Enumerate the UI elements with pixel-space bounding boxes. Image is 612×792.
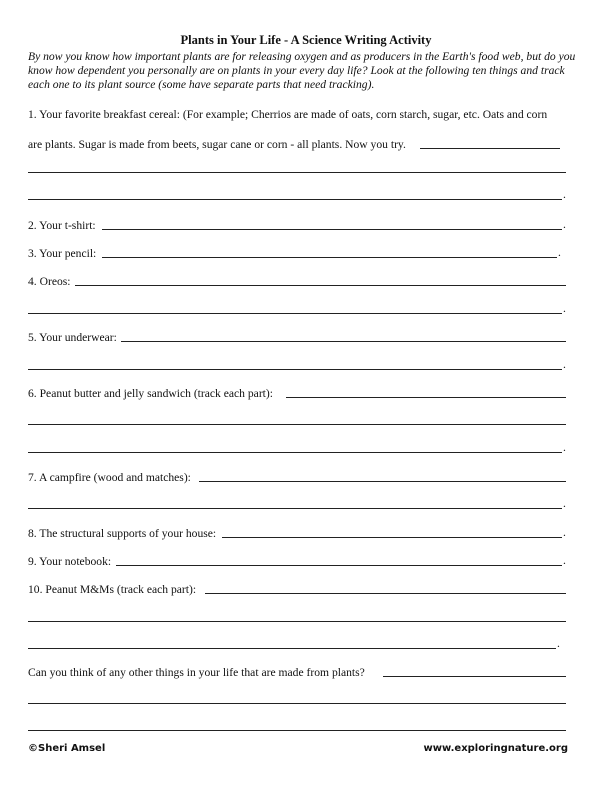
- answer-line-10b[interactable]: [28, 621, 566, 622]
- question-8: 8. The structural supports of your house:: [28, 527, 217, 540]
- period-mark: .: [558, 246, 561, 259]
- question-7: 7. A campfire (wood and matches):: [28, 471, 191, 484]
- period-mark: .: [563, 441, 566, 454]
- intro-paragraph: By now you know how important plants are for releasing oxygen and as producers in the Earth's food web, but do you know how dependent you personally are on plants in your every day life? Look at the following ten things and track each one to its plant source (some have separate parts that need tracking).: [28, 50, 576, 91]
- question-1-line-1: 1. Your favorite breakfast cereal: (For example; Cherrios are made of oats, corn starch, sugar, etc. Oats and corn: [28, 108, 548, 121]
- period-mark: .: [563, 526, 566, 539]
- period-mark: .: [557, 637, 560, 650]
- answer-line-6c[interactable]: [28, 452, 562, 453]
- answer-line-8[interactable]: [222, 537, 562, 538]
- question-5: 5. Your underwear:: [28, 331, 117, 344]
- answer-line-5a[interactable]: [121, 341, 566, 342]
- answer-line-10a[interactable]: [205, 593, 566, 594]
- answer-line-7a[interactable]: [199, 481, 566, 482]
- period-mark: .: [563, 554, 566, 567]
- period-mark: .: [563, 302, 566, 315]
- footer-author: ©Sheri Amsel: [28, 743, 106, 754]
- answer-line-6a[interactable]: [286, 397, 566, 398]
- answer-line-10c[interactable]: [28, 648, 556, 649]
- answer-line-6b[interactable]: [28, 424, 566, 425]
- answer-line-1a[interactable]: [420, 148, 560, 149]
- answer-line-11a[interactable]: [383, 676, 566, 677]
- answer-line-4b[interactable]: [28, 313, 562, 314]
- answer-line-5b[interactable]: [28, 369, 562, 370]
- answer-line-11c[interactable]: [28, 730, 566, 731]
- answer-line-1b[interactable]: [28, 172, 566, 173]
- answer-line-4a[interactable]: [75, 285, 566, 286]
- question-6: 6. Peanut butter and jelly sandwich (track each part):: [28, 387, 273, 400]
- answer-line-1c[interactable]: [28, 199, 562, 200]
- question-10: 10. Peanut M&Ms (track each part):: [28, 583, 197, 596]
- period-mark: .: [563, 218, 566, 231]
- page-title: Plants in Your Life - A Science Writing Activity: [180, 33, 432, 47]
- period-mark: .: [563, 497, 566, 510]
- answer-line-7b[interactable]: [28, 508, 562, 509]
- answer-line-11b[interactable]: [28, 703, 566, 704]
- question-4: 4. Oreos:: [28, 275, 71, 288]
- period-mark: .: [563, 188, 566, 201]
- answer-line-2[interactable]: [102, 229, 562, 230]
- question-9: 9. Your notebook:: [28, 555, 112, 568]
- period-mark: .: [563, 358, 566, 371]
- answer-line-3[interactable]: [102, 257, 557, 258]
- question-11: Can you think of any other things in your life that are made from plants?: [28, 666, 365, 679]
- question-2: 2. Your t-shirt:: [28, 219, 96, 232]
- answer-line-9[interactable]: [116, 565, 562, 566]
- question-1-line-2: are plants. Sugar is made from beets, sugar cane or corn - all plants. Now you try.: [28, 138, 406, 151]
- question-3: 3. Your pencil:: [28, 247, 97, 260]
- footer-website[interactable]: www.exploringnature.org: [423, 743, 568, 754]
